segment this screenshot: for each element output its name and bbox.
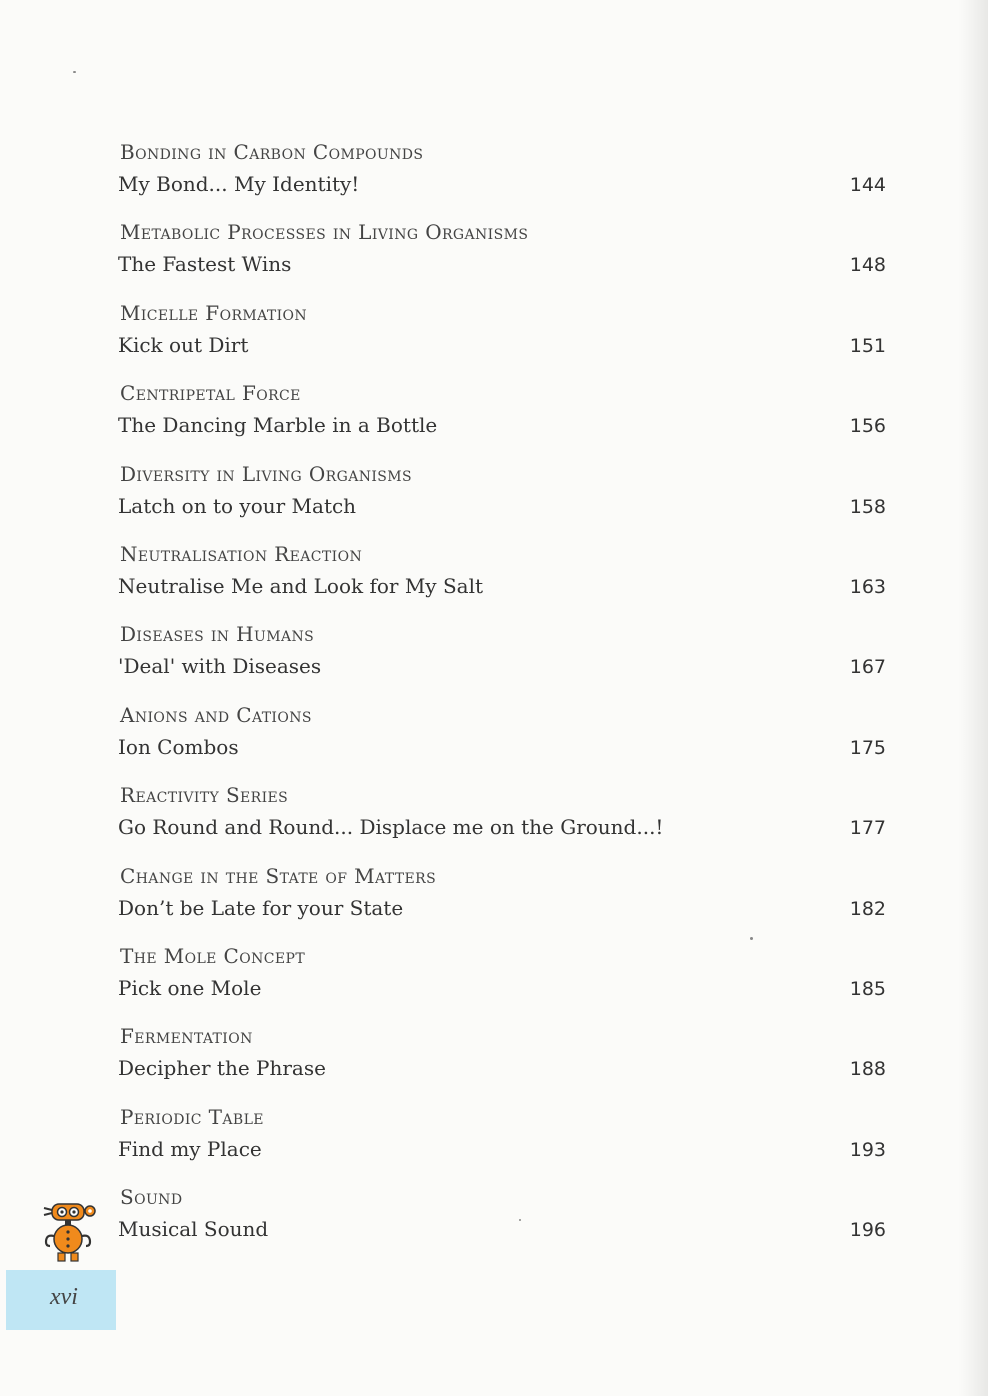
toc-entry[interactable] bbox=[118, 538, 888, 618]
toc-page-number[interactable]: 177 bbox=[849, 817, 886, 840]
toc-entry[interactable] bbox=[118, 940, 888, 1020]
toc-activity-title[interactable]: Neutralise Me and Look for My Salt bbox=[118, 573, 484, 598]
toc-entry[interactable] bbox=[118, 779, 888, 859]
toc-topic: Metabolic Processes in Living Organisms bbox=[120, 220, 529, 245]
toc-topic: Change in the State of Matters bbox=[120, 863, 437, 888]
page-number: xvi bbox=[50, 1284, 78, 1310]
toc-page-number[interactable]: 151 bbox=[849, 334, 886, 357]
toc-activity-title[interactable]: 'Deal' with Diseases bbox=[118, 654, 322, 679]
toc-page-number[interactable]: 156 bbox=[849, 415, 886, 438]
toc-page-number[interactable]: 185 bbox=[849, 977, 886, 1000]
toc-page-number[interactable]: 193 bbox=[849, 1138, 886, 1161]
toc-entry[interactable] bbox=[118, 136, 888, 216]
toc-entry[interactable] bbox=[118, 1020, 888, 1100]
toc-entry[interactable] bbox=[118, 216, 888, 296]
toc-entry[interactable] bbox=[118, 860, 888, 940]
toc-entry[interactable] bbox=[118, 1181, 888, 1261]
toc-topic: Centripetal Force bbox=[120, 381, 301, 406]
toc-page-number[interactable]: 175 bbox=[849, 736, 886, 759]
toc-activity-title[interactable]: Ion Combos bbox=[118, 734, 239, 759]
toc-activity-title[interactable]: Decipher the Phrase bbox=[118, 1056, 326, 1081]
toc-entry[interactable] bbox=[118, 458, 888, 538]
toc-page-number[interactable]: 163 bbox=[849, 575, 886, 598]
toc-topic: Micelle Formation bbox=[120, 300, 308, 325]
toc-activity-title[interactable]: Find my Place bbox=[118, 1136, 262, 1161]
table-of-contents bbox=[118, 136, 888, 1261]
toc-topic: Diseases in Humans bbox=[120, 622, 315, 647]
toc-activity-title[interactable]: My Bond... My Identity! bbox=[118, 172, 360, 196]
toc-page-number[interactable]: 188 bbox=[849, 1058, 886, 1081]
toc-topic: The Mole Concept bbox=[120, 943, 306, 968]
page-number-tab bbox=[6, 1270, 116, 1330]
toc-activity-title[interactable]: Pick one Mole bbox=[118, 975, 262, 1000]
toc-entry[interactable] bbox=[118, 1101, 888, 1181]
toc-entry[interactable] bbox=[118, 699, 888, 779]
toc-activity-title[interactable]: Kick out Dirt bbox=[118, 332, 249, 357]
toc-topic: Anions and Cations bbox=[120, 702, 312, 727]
toc-activity-title[interactable]: Go Round and Round... Displace me on the Ground...! bbox=[118, 815, 664, 840]
toc-entry[interactable] bbox=[118, 377, 888, 457]
toc-activity-title[interactable]: The Dancing Marble in a Bottle bbox=[118, 413, 438, 438]
robot-mascot-icon bbox=[40, 1196, 96, 1266]
toc-topic: Sound bbox=[120, 1185, 183, 1210]
toc-entry[interactable] bbox=[118, 297, 888, 377]
toc-activity-title[interactable]: The Fastest Wins bbox=[118, 252, 292, 277]
toc-activity-title[interactable]: Latch on to your Match bbox=[118, 493, 357, 518]
toc-page-number[interactable]: 148 bbox=[849, 254, 886, 277]
toc-topic: Neutralisation Reaction bbox=[120, 541, 363, 566]
toc-topic: Fermentation bbox=[120, 1024, 253, 1049]
toc-page-number[interactable]: 158 bbox=[849, 495, 886, 518]
toc-page-number[interactable]: 196 bbox=[849, 1219, 886, 1242]
toc-page-number[interactable]: 182 bbox=[849, 897, 886, 920]
page-edge-shadow bbox=[958, 0, 988, 1396]
toc-entry[interactable] bbox=[118, 618, 888, 698]
toc-topic: Periodic Table bbox=[120, 1104, 264, 1129]
toc-topic: Diversity in Living Organisms bbox=[120, 461, 413, 486]
toc-page-number[interactable]: 144 bbox=[849, 174, 886, 196]
toc-topic: Bonding in Carbon Compounds bbox=[120, 140, 424, 164]
toc-activity-title[interactable]: Don’t be Late for your State bbox=[118, 895, 404, 920]
toc-topic: Reactivity Series bbox=[120, 783, 289, 808]
toc-activity-title[interactable]: Musical Sound bbox=[118, 1217, 269, 1242]
toc-page-number[interactable]: 167 bbox=[849, 656, 886, 679]
speck bbox=[73, 71, 76, 73]
